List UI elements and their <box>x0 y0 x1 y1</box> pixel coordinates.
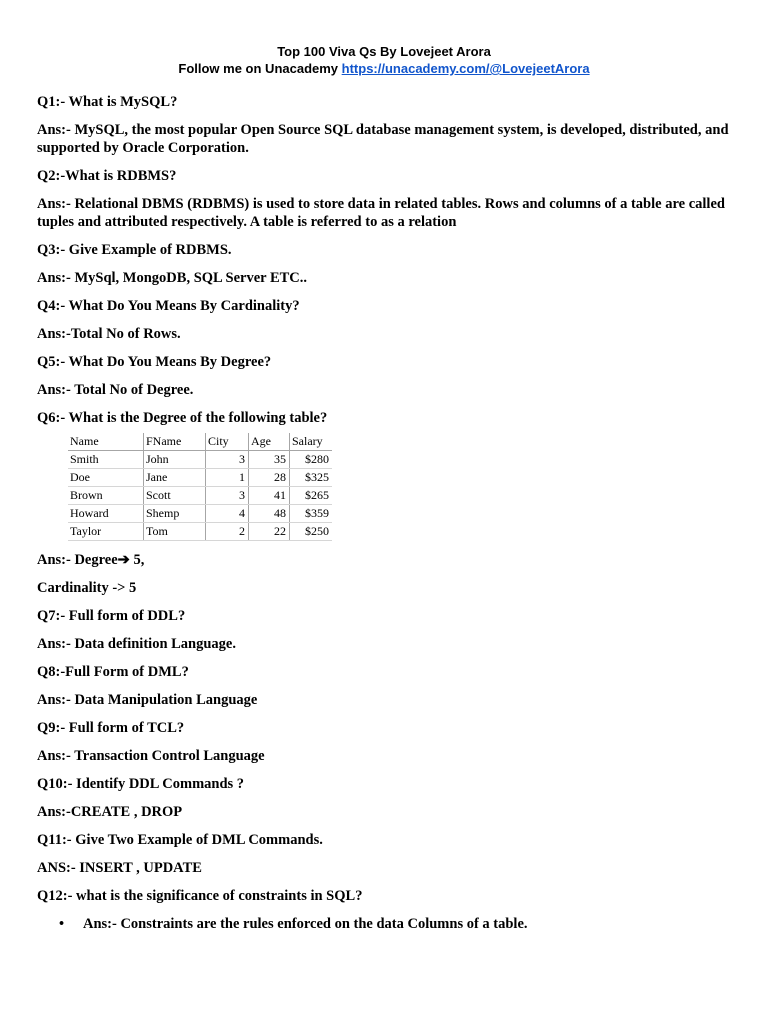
q7-question: Q7:- Full form of DDL? <box>37 608 186 624</box>
cell-salary: $250 <box>290 523 333 541</box>
cell-fname: Tom <box>144 523 206 541</box>
table-row <box>68 487 332 505</box>
cell-city: 4 <box>206 505 249 523</box>
cell-name: Taylor <box>68 523 144 541</box>
q11-question: Q11:- Give Two Example of DML Commands. <box>37 832 323 848</box>
cell-salary: $265 <box>290 487 333 505</box>
follow-text: Follow me on Unacademy <box>178 61 342 76</box>
cell-salary: $359 <box>290 505 333 523</box>
table-header-row <box>68 433 332 451</box>
unacademy-link[interactable]: https://unacademy.com/@LovejeetArora <box>341 61 590 76</box>
cell-city: 2 <box>206 523 249 541</box>
table-row <box>68 451 332 469</box>
table-row <box>68 505 332 523</box>
cell-age: 48 <box>249 505 290 523</box>
q10-question: Q10:- Identify DDL Commands ? <box>37 776 245 792</box>
q6-answer-degree: Ans:- Degree➔ 5, <box>37 552 145 568</box>
cell-salary: $280 <box>290 451 333 469</box>
cell-name: Smith <box>68 451 144 469</box>
cell-city: 3 <box>206 451 249 469</box>
cell-fname: John <box>144 451 206 469</box>
cell-age: 41 <box>249 487 290 505</box>
header-salary: Salary <box>290 433 333 451</box>
bullet-icon: • <box>59 916 65 932</box>
sample-table-wrapper <box>68 433 749 541</box>
q1-answer: Ans:- MySQL, the most popular Open Source SQL database management system, is developed, distributed, and supported by Oracle Corporation. <box>37 122 729 156</box>
cell-fname: Jane <box>144 469 206 487</box>
q12-question: Q12:- what is the significance of constraints in SQL? <box>37 888 363 904</box>
table-row <box>68 523 332 541</box>
q12-answer: Ans:- Constraints are the rules enforced on the data Columns of a table. <box>83 916 528 932</box>
cell-name: Howard <box>68 505 144 523</box>
document-body <box>37 93 749 943</box>
cell-fname: Shemp <box>144 505 206 523</box>
cell-age: 28 <box>249 469 290 487</box>
q1-question: Q1:- What is MySQL? <box>37 94 178 110</box>
cell-name: Brown <box>68 487 144 505</box>
q10-answer: Ans:-CREATE , DROP <box>37 804 183 820</box>
cell-name: Doe <box>68 469 144 487</box>
header-city: City <box>206 433 249 451</box>
q3-answer: Ans:- MySql, MongoDB, SQL Server ETC.. <box>37 270 308 286</box>
q4-question: Q4:- What Do You Means By Cardinality? <box>37 298 300 314</box>
q8-answer: Ans:- Data Manipulation Language <box>37 692 258 708</box>
follow-line <box>0 60 768 77</box>
q9-answer: Ans:- Transaction Control Language <box>37 748 265 764</box>
q5-question: Q5:- What Do You Means By Degree? <box>37 354 272 370</box>
cell-age: 22 <box>249 523 290 541</box>
q3-question: Q3:- Give Example of RDBMS. <box>37 242 232 258</box>
q6-answer-cardinality: Cardinality -> 5 <box>37 580 137 596</box>
q7-answer: Ans:- Data definition Language. <box>37 636 236 652</box>
table-row <box>68 469 332 487</box>
cell-city: 3 <box>206 487 249 505</box>
cell-salary: $325 <box>290 469 333 487</box>
q6-question: Q6:- What is the Degree of the following table? <box>37 410 328 426</box>
cell-city: 1 <box>206 469 249 487</box>
header-name: Name <box>68 433 144 451</box>
q11-answer: ANS:- INSERT , UPDATE <box>37 860 202 876</box>
header-age: Age <box>249 433 290 451</box>
q5-answer: Ans:- Total No of Degree. <box>37 382 194 398</box>
header-fname: FName <box>144 433 206 451</box>
q4-answer: Ans:-Total No of Rows. <box>37 326 181 342</box>
q8-question: Q8:-Full Form of DML? <box>37 664 189 680</box>
sample-table <box>68 433 332 541</box>
document-header <box>0 43 768 77</box>
q2-answer: Ans:- Relational DBMS (RDBMS) is used to store data in related tables. Rows and columns of a table are called tuples and attributed respectively. A table is referred to as a relation <box>37 196 725 230</box>
q12-answer-bullet <box>59 915 749 933</box>
cell-fname: Scott <box>144 487 206 505</box>
q9-question: Q9:- Full form of TCL? <box>37 720 185 736</box>
document-title: Top 100 Viva Qs By Lovejeet Arora <box>277 44 491 59</box>
cell-age: 35 <box>249 451 290 469</box>
q2-question: Q2:-What is RDBMS? <box>37 168 177 184</box>
